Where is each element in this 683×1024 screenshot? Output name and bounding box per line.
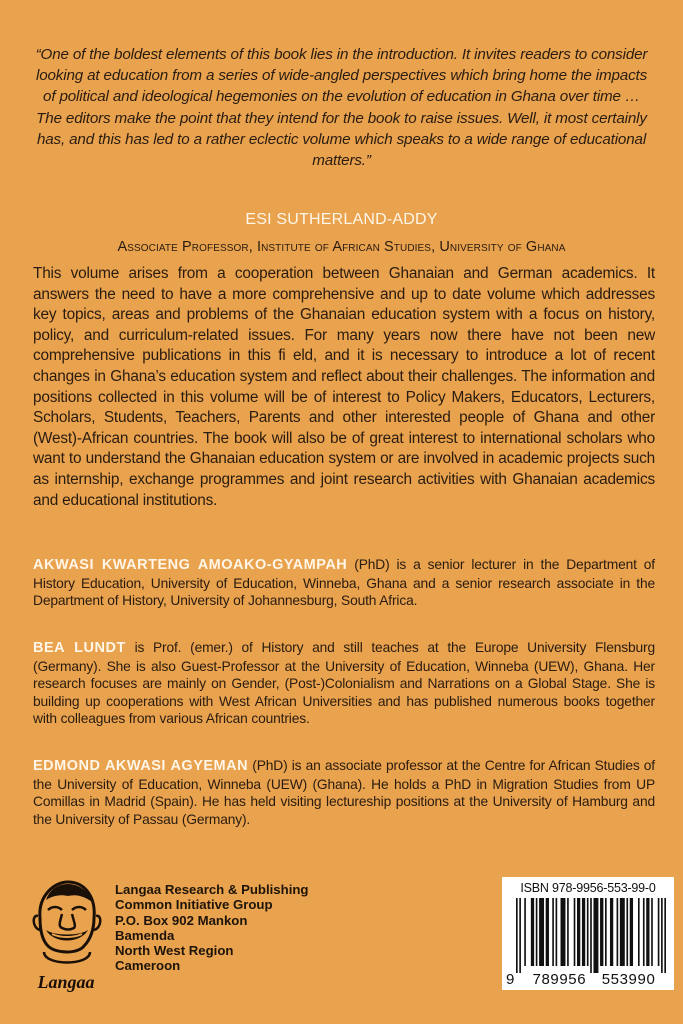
barcode-bar xyxy=(630,898,633,966)
barcode-bar xyxy=(610,898,613,966)
barcode-bar xyxy=(582,898,585,966)
endorsement-quote: “One of the boldest elements of this book lies in the introduction. It invites readers to consider looking at education from a series of wide-angled perspectives which bring home the impacts of political and ideological hegemonies on the evolution of education in Ghana over time … The editors make the point that they intend for the book to raise issues. Well, it most certainly has, and this has led to a rather eclectic volume which speaks to a wide range of educational matters.” xyxy=(35,46,648,170)
ean-group-1: 789956 xyxy=(532,971,587,988)
barcode-bar xyxy=(605,898,607,966)
barcode-bar xyxy=(617,898,619,966)
editor-name: BEA LUNDT xyxy=(33,640,126,656)
barcode-bar xyxy=(643,898,645,966)
isbn-label: ISBN 978-9956-553-99-0 xyxy=(520,881,656,895)
editor-name: AKWASI KWARTENG AMOAKO-GYAMPAH xyxy=(33,557,348,573)
langaa-face-icon xyxy=(30,878,102,993)
barcode-bar xyxy=(577,898,580,966)
barcode-bar xyxy=(600,898,603,966)
ean-first-digit: 9 xyxy=(506,971,515,988)
book-description: This volume arises from a cooperation between Ghanaian and German academics. It answers the need to have a more comprehensive and up to date volume which addresses key topics, areas and problems of the Ghanaian education system with a focus on history, policy, and curriculum-related issues. For many years now there have not been new comprehensive publications in this fi eld, and it is necessary to introduce a lot of recent changes in Ghana’s education system and reflect about their challenges. The information and positions collected in this volume will be of interest to Policy Makers, Educators, Lecturers, Scholars, Students, Teachers, Parents and other interested people of Ghana and other (West)-African countries. The book will also be of great interest to international scholars who want to understand the Ghanaian education system or are involved in academic projects such as internship, exchange programmes and joint research activities with Ghanaian academics and educational institutions. xyxy=(33,265,655,509)
barcode-bar xyxy=(651,898,653,966)
barcode-bar xyxy=(552,898,554,966)
editor-bio xyxy=(33,556,655,610)
endorsement-author: ESI SUTHERLAND-ADDY xyxy=(245,211,438,228)
editor-bio xyxy=(33,757,655,828)
barcode-bar xyxy=(561,898,566,966)
barcode-bar xyxy=(524,898,526,966)
editor-name: EDMOND AKWASI AGYEMAN xyxy=(33,758,249,774)
barcode-bar xyxy=(574,898,576,966)
barcode-bar xyxy=(593,898,598,973)
barcode-icon xyxy=(516,898,666,973)
editor-bio-text: (PhD) is an associate professor at the Centre for African Studies of the University of Education, Winneba (UEW) (Ghana). He holds a PhD in Migration Studies from UP Comillas in Madrid (Spain). He has held visiting lectureship positions at the University of Hamburg and the University of Passau (Germany). xyxy=(33,758,655,827)
barcode-bar xyxy=(638,898,640,966)
publisher-line: P.O. Box 902 Mankon xyxy=(115,912,248,928)
barcode-bar xyxy=(536,898,538,966)
logo-text: Langaa xyxy=(37,972,95,992)
ean-digits xyxy=(506,971,674,988)
barcode-bar xyxy=(661,898,663,973)
barcode-bar xyxy=(516,898,518,973)
barcode-bar xyxy=(556,898,558,966)
barcode-bar xyxy=(539,898,544,966)
publisher-line: Cameroon xyxy=(115,958,181,974)
barcode-bar xyxy=(646,898,649,966)
publisher-line: Langaa Research & Publishing xyxy=(115,882,309,897)
publisher-line: North West Region xyxy=(115,943,234,959)
editor-bio-text: (PhD) is a senior lecturer in the Department of History Education, University of Education, Winneba, Ghana and a senior research associate in the Department of History, University of Johannesburg, South Africa. xyxy=(33,557,655,608)
isbn-barcode-block xyxy=(502,877,674,990)
endorsement-affiliation: Associate Professor, Institute of African Studies, University of Ghana xyxy=(117,239,566,255)
publisher-logo xyxy=(30,878,102,993)
barcode-bar xyxy=(567,898,569,966)
barcode-bar xyxy=(531,898,534,966)
publisher-line: Bamenda xyxy=(115,927,175,943)
publisher-address xyxy=(115,882,308,974)
barcode-bar xyxy=(658,898,660,966)
barcode-bar xyxy=(620,898,625,966)
barcode-bar xyxy=(626,898,628,966)
editor-bio-text: is Prof. (emer.) of History and still teaches at the Europe University Flensburg (Germany). She is also Guest-Professor at the University of Education, Winneba (UEW), Ghana. Her research focuses are mainly on Gender, (Post-)Colonialism and Narrations on a Global Stage. She is building up cooperations with West African Universities and has published numerous books together with colleagues from various African countries. xyxy=(33,640,655,726)
barcode-bar xyxy=(664,898,666,973)
barcode-bar xyxy=(519,898,521,973)
publisher-line: Common Initiative Group xyxy=(115,897,273,913)
barcode-bar xyxy=(587,898,589,966)
ean-group-2: 553990 xyxy=(601,971,656,988)
editor-bio xyxy=(33,639,655,728)
barcode-bar xyxy=(590,898,592,973)
barcode-bar xyxy=(546,898,549,966)
